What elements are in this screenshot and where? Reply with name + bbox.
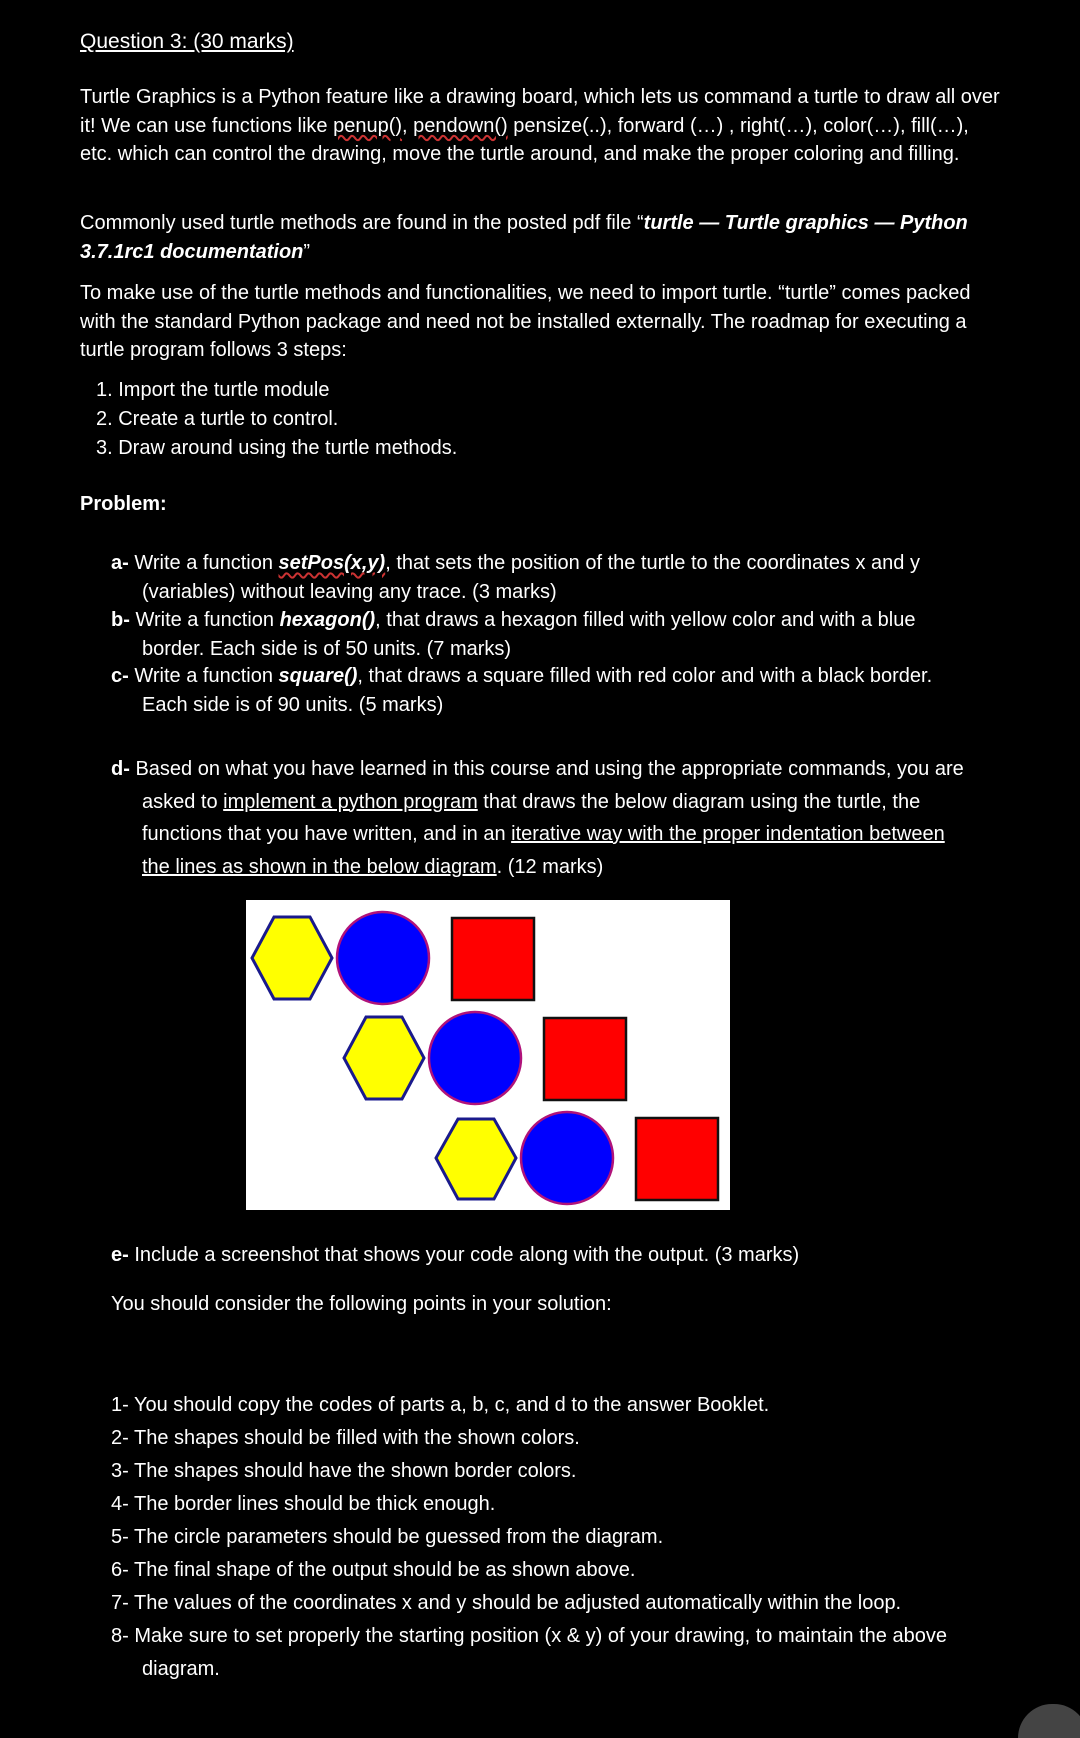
- hexagon-function-name: hexagon(): [279, 609, 376, 631]
- part-a-continuation: (variables) without leaving any trace. (3 marks): [142, 580, 557, 603]
- part-d-line-4-post: . (12 marks): [496, 855, 604, 878]
- list-item: 3- The shapes should have the shown border colors.: [111, 1460, 577, 1482]
- intro-paragraph-2: [80, 209, 980, 266]
- part-b-label: b-: [111, 609, 130, 631]
- step-item: 2. Create a turtle to control.: [96, 408, 339, 430]
- circle-shape: [429, 1012, 521, 1104]
- setpos-function-name: setPos(x,y): [278, 552, 386, 574]
- part-d-line-3-pre: functions that you have written, and in an: [142, 823, 512, 845]
- hexagon-shape: [252, 917, 332, 999]
- problem-heading: Problem:: [80, 493, 167, 515]
- square-function-name: square(): [278, 665, 358, 687]
- square-shape: [636, 1118, 718, 1200]
- intro-paragraph-1: [80, 83, 1000, 169]
- square-shape: [452, 918, 534, 1000]
- part-d-line-2-pre: asked to: [142, 790, 224, 813]
- part-c: [111, 662, 1011, 719]
- part-e-label: e-: [111, 1244, 129, 1266]
- part-d-label: d-: [111, 758, 130, 780]
- list-item: 5- The circle parameters should be guessed from the diagram.: [111, 1526, 664, 1548]
- step-item: 1. Import the turtle module: [96, 379, 330, 401]
- part-b-continuation: border. Each side is of 50 units. (7 marks): [142, 637, 512, 660]
- part-a-label: a-: [111, 552, 129, 574]
- hexagon-shape: [344, 1017, 424, 1099]
- intro-p1-text: Turtle Graphics is a Python feature like a drawing board, which lets us command a turtle to draw all over it! We can use functions like: [80, 86, 1000, 137]
- intro-p2-end: ”: [303, 240, 311, 263]
- turtle-diagram: [246, 900, 730, 1210]
- intro-p2-start: Commonly used turtle methods are found in the posted pdf file “: [80, 212, 644, 234]
- part-a-post: , that sets the position of the turtle to the coordinates x and y: [385, 552, 920, 574]
- list-item: 8- Make sure to set properly the starting position (x & y) of your drawing, to maintain the above: [111, 1625, 947, 1647]
- part-e-text: Include a screenshot that shows your code along with the output. (3 marks): [128, 1244, 800, 1266]
- documentation-title: turtle — Turtle graphics — Python 3.7.1rc1 documentation: [80, 212, 968, 263]
- intro-paragraph-3: To make use of the turtle methods and functionalities, we need to import turtle. “turtle” comes packed with the standard Python package and need not be installed externally. The roadmap for executing a turtle program follows 3 steps:: [80, 282, 971, 361]
- list-item: 2- The shapes should be filled with the shown colors.: [111, 1427, 580, 1449]
- square-shape: [544, 1018, 626, 1100]
- penup-code: penup(): [333, 114, 403, 137]
- points-list: [111, 1389, 1011, 1686]
- consider-text: You should consider the following points in your solution:: [111, 1293, 612, 1315]
- part-d-line-3-underlined: iterative way with the proper indentation between: [511, 823, 945, 845]
- hexagon-shape: [436, 1119, 516, 1199]
- step-item: 3. Draw around using the turtle methods.: [96, 437, 458, 459]
- corner-decoration: [1018, 1704, 1080, 1738]
- part-c-label: c-: [111, 665, 129, 687]
- part-d-line-4-underlined: the lines as shown in the below diagram: [142, 855, 497, 878]
- intro-p1-rest: pensize(..), forward (…) , right(…), color(…), fill(…), etc. which can control the drawing, move the turtle around, and make the proper coloring and filling.: [80, 114, 969, 165]
- circle-shape: [337, 912, 429, 1004]
- question-title: Question 3: (30 marks): [80, 30, 294, 53]
- part-e: [111, 1241, 1011, 1270]
- list-item-continuation: diagram.: [142, 1658, 220, 1680]
- part-b-post: , that draws a hexagon filled with yellow color and with a blue: [375, 609, 916, 631]
- list-item: 7- The values of the coordinates x and y should be adjusted automatically within the loop.: [111, 1592, 902, 1614]
- part-c-post: , that draws a square filled with red color and with a black border.: [357, 665, 933, 687]
- part-d-line-1: Based on what you have learned in this course and using the appropriate commands, you are: [129, 758, 964, 780]
- part-c-continuation: Each side is of 90 units. (5 marks): [142, 693, 444, 716]
- part-d-line-2-post: that draws the below diagram using the turtle, the: [477, 790, 921, 813]
- circle-shape: [521, 1112, 613, 1204]
- part-d-line-2-underlined: implement a python program: [223, 790, 478, 813]
- part-b-pre: Write a function: [129, 609, 280, 631]
- part-d: [111, 753, 1001, 883]
- part-c-pre: Write a function: [128, 665, 279, 687]
- list-item: 1- You should copy the codes of parts a, b, c, and d to the answer Booklet.: [111, 1394, 770, 1416]
- intro-p1-sep: ,: [402, 114, 414, 137]
- list-item: 6- The final shape of the output should be as shown above.: [111, 1559, 636, 1581]
- part-a: [111, 549, 1011, 606]
- part-b: [111, 606, 1011, 663]
- pendown-code: pendown(): [413, 114, 508, 137]
- part-a-pre: Write a function: [128, 552, 279, 574]
- list-item: 4- The border lines should be thick enough.: [111, 1493, 496, 1515]
